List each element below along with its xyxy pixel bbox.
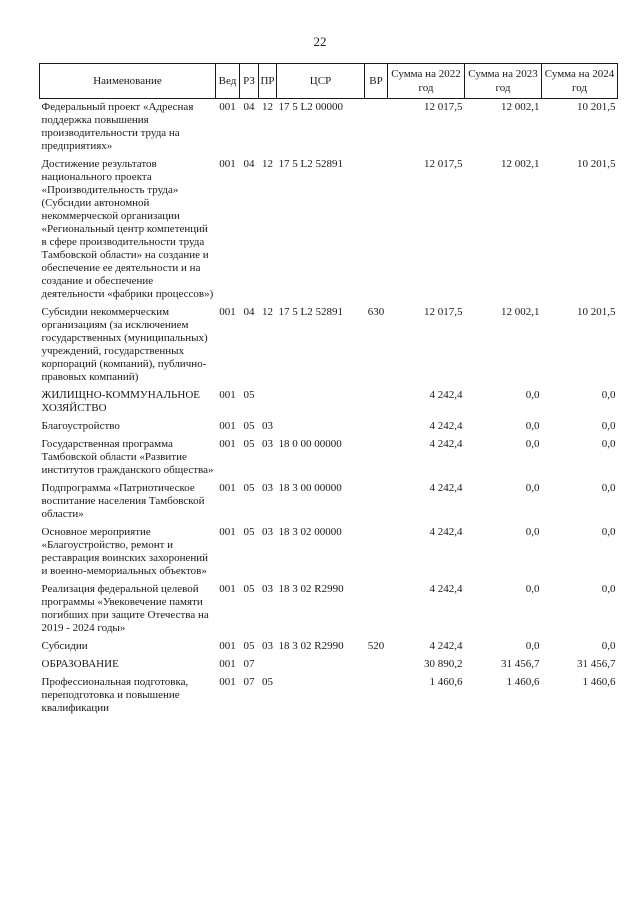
cell-name: ОБРАЗОВАНИЕ: [41, 658, 119, 670]
table-row: [40, 480, 618, 524]
cell-rz: 04: [243, 101, 255, 113]
cell-name: Государственная программа Тамбовской области «Развитие институтов гражданского общества»: [41, 438, 214, 476]
cell-rz: 05: [243, 640, 255, 652]
cell-sum-2022: 12 017,5: [424, 306, 463, 318]
cell-sum-2024: 10 201,5: [577, 158, 616, 170]
cell-sum-2022: 4 242,4: [429, 420, 463, 432]
header-sum-2022: Сумма на 2022 год: [388, 64, 465, 99]
cell-sum-2023: 0,0: [525, 438, 540, 450]
cell-sum-2023: 0,0: [525, 482, 540, 494]
cell-csr: 17 5 L2 00000: [278, 101, 343, 113]
cell-sum-2023: 0,0: [525, 640, 540, 652]
cell-sum-2023: 0,0: [525, 583, 540, 595]
table-row: [40, 656, 618, 674]
cell-csr: 18 0 00 00000: [278, 438, 342, 450]
cell-rz: 05: [243, 420, 255, 432]
cell-name: Реализация федеральной целевой программы «Увековечение памяти погибших при защите Отечества на 2019 - 2024 годы»: [41, 583, 209, 634]
cell-sum-2024: 31 456,7: [577, 658, 616, 670]
table-row: [40, 304, 618, 387]
header-sum-2024: Сумма на 2024 год: [542, 64, 618, 99]
cell-rz: 05: [243, 526, 255, 538]
header-vr: ВР: [365, 64, 388, 99]
cell-pr: 12: [262, 306, 273, 318]
cell-sum-2024: 0,0: [601, 482, 616, 494]
cell-csr: 18 3 00 00000: [278, 482, 342, 494]
cell-sum-2024: 0,0: [601, 438, 616, 450]
header-ved: Вед: [216, 64, 240, 99]
cell-ved: 001: [219, 101, 236, 113]
cell-csr: 17 5 L2 52891: [278, 158, 343, 170]
cell-vr: [365, 156, 388, 304]
header-sum-2023: Сумма на 2023 год: [465, 64, 542, 99]
cell-vr: [365, 581, 388, 638]
cell-pr: 03: [262, 583, 273, 595]
cell-sum-2023: 12 002,1: [501, 101, 540, 113]
table-body: [40, 99, 618, 719]
cell-sum-2022: 4 242,4: [429, 583, 463, 595]
cell-sum-2023: 31 456,7: [501, 658, 540, 670]
cell-csr: [277, 656, 365, 674]
cell-sum-2023: 0,0: [525, 526, 540, 538]
cell-sum-2022: 4 242,4: [429, 526, 463, 538]
cell-pr: 12: [262, 101, 273, 113]
cell-sum-2024: 1 460,6: [582, 676, 616, 688]
cell-sum-2023: 0,0: [525, 389, 540, 401]
cell-rz: 07: [243, 676, 255, 688]
cell-sum-2022: 4 242,4: [429, 438, 463, 450]
cell-vr: 520: [367, 640, 385, 652]
cell-rz: 07: [243, 658, 255, 670]
cell-sum-2022: 12 017,5: [424, 101, 463, 113]
cell-sum-2023: 1 460,6: [506, 676, 540, 688]
cell-ved: 001: [219, 583, 236, 595]
cell-csr: 17 5 L2 52891: [278, 306, 343, 318]
cell-pr: 03: [262, 482, 273, 494]
cell-csr: [277, 418, 365, 436]
cell-csr: 18 3 02 R2990: [278, 583, 344, 595]
cell-pr: 03: [262, 640, 273, 652]
cell-vr: [365, 480, 388, 524]
cell-vr: [365, 387, 388, 418]
table-row: [40, 418, 618, 436]
cell-sum-2023: 0,0: [525, 420, 540, 432]
cell-name: Достижение результатов национального проекта «Производительность труда» (Субсидии автономной некоммерческой организации «Региональный центр компетенций в сфере производительности труда Тамбовской области» на создание и обеспечение ее деятельности и на создание и обеспечение деятельности «фабрики процессов»): [41, 158, 214, 300]
header-rz: РЗ: [240, 64, 259, 99]
cell-vr: [365, 99, 388, 157]
table-row: [40, 156, 618, 304]
table-row: [40, 524, 618, 581]
cell-rz: 04: [243, 306, 255, 318]
table-row: [40, 674, 618, 718]
budget-table: [39, 63, 618, 718]
cell-csr: 18 3 02 R2990: [278, 640, 344, 652]
cell-ved: 001: [219, 676, 236, 688]
cell-sum-2023: 12 002,1: [501, 158, 540, 170]
cell-rz: 05: [243, 438, 255, 450]
cell-sum-2024: 0,0: [601, 583, 616, 595]
cell-name: Благоустройство: [41, 420, 120, 432]
cell-ved: 001: [219, 158, 236, 170]
cell-vr: [365, 656, 388, 674]
cell-name: Субсидии: [41, 640, 88, 652]
cell-sum-2024: 10 201,5: [577, 101, 616, 113]
cell-sum-2024: 10 201,5: [577, 306, 616, 318]
cell-rz: 04: [243, 158, 255, 170]
cell-vr: [365, 436, 388, 480]
cell-pr: 05: [262, 676, 273, 688]
cell-ved: 001: [219, 420, 236, 432]
cell-vr: [365, 418, 388, 436]
cell-sum-2024: 0,0: [601, 420, 616, 432]
cell-csr: 18 3 02 00000: [278, 526, 342, 538]
cell-name: Профессиональная подготовка, переподготовка и повышение квалификации: [41, 676, 189, 714]
table-row: [40, 99, 618, 157]
cell-ved: 001: [219, 658, 236, 670]
cell-name: Субсидии некоммерческим организациям (за исключением государственных (муниципальных) учреждений, государственных корпораций (компаний), публично-правовых компаний): [41, 306, 208, 383]
table-row: [40, 638, 618, 656]
header-pr: ПР: [259, 64, 277, 99]
cell-csr: [277, 387, 365, 418]
cell-ved: 001: [219, 389, 236, 401]
cell-pr: 03: [262, 438, 273, 450]
header-csr: ЦСР: [277, 64, 365, 99]
cell-csr: [277, 674, 365, 718]
cell-name: Федеральный проект «Адресная поддержка повышения производительности труда на предприятиях»: [41, 101, 194, 152]
cell-sum-2023: 12 002,1: [501, 306, 540, 318]
cell-ved: 001: [219, 526, 236, 538]
cell-rz: 05: [243, 583, 255, 595]
cell-sum-2022: 4 242,4: [429, 640, 463, 652]
cell-name: Подпрограмма «Патриотическое воспитание населения Тамбовской области»: [41, 482, 205, 520]
cell-sum-2022: 4 242,4: [429, 482, 463, 494]
table-row: [40, 436, 618, 480]
cell-vr: 630: [367, 306, 385, 318]
cell-pr: 03: [262, 526, 273, 538]
cell-sum-2022: 1 460,6: [429, 676, 463, 688]
cell-sum-2024: 0,0: [601, 640, 616, 652]
header-name: Наименование: [40, 64, 216, 99]
cell-pr: 03: [262, 420, 273, 432]
cell-sum-2022: 12 017,5: [424, 158, 463, 170]
cell-name: ЖИЛИЩНО-КОММУНАЛЬНОЕ ХОЗЯЙСТВО: [41, 389, 200, 414]
cell-sum-2022: 4 242,4: [429, 389, 463, 401]
cell-ved: 001: [219, 438, 236, 450]
cell-vr: [365, 674, 388, 718]
cell-sum-2022: 30 890,2: [424, 658, 463, 670]
table-row: [40, 387, 618, 418]
cell-ved: 001: [219, 640, 236, 652]
cell-ved: 001: [219, 306, 236, 318]
table-row: [40, 581, 618, 638]
cell-pr: 12: [262, 158, 273, 170]
cell-ved: 001: [219, 482, 236, 494]
cell-sum-2024: 0,0: [601, 526, 616, 538]
cell-rz: 05: [243, 389, 255, 401]
page-number: 22: [313, 34, 327, 49]
cell-vr: [365, 524, 388, 581]
cell-pr: [259, 656, 277, 674]
cell-rz: 05: [243, 482, 255, 494]
cell-pr: [259, 387, 277, 418]
cell-sum-2024: 0,0: [601, 389, 616, 401]
table-header-row: [40, 64, 618, 99]
cell-name: Основное мероприятие «Благоустройство, ремонт и реставрация воинских захоронений и военно-мемориальных объектов»: [41, 526, 209, 577]
